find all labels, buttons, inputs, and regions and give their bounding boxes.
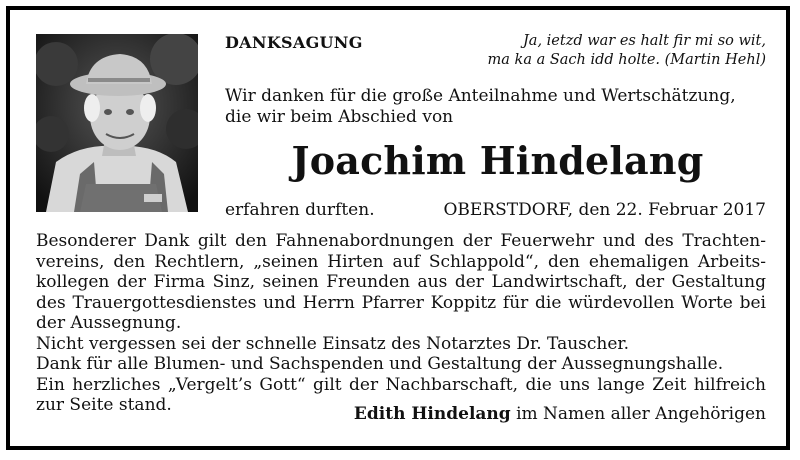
heading-danksagung: DANKSAGUNG [225, 33, 363, 52]
signature [354, 404, 766, 424]
portrait-photo [36, 34, 198, 212]
body-line: Nicht vergessen sei der schnelle Einsatz des Notarztes Dr. Tauscher. [36, 333, 630, 354]
closing-phrase: erfahren durften. [225, 200, 375, 220]
body-line: des Trauergottesdienstes und Herrn Pfarrer Koppitz für die würdevollen Worte bei [36, 292, 766, 313]
body-line: der Aussegnung. [36, 313, 182, 333]
quote-line: ma ka a Sach idd holte. (Martin Hehl) [487, 52, 766, 68]
body-line: Dank für alle Blumen- und Sachspenden und Gestaltung der Aussegnungshalle. [36, 354, 724, 374]
body-line: vereins, den Rechtlern, „seinen Hirten auf Schlappold“, den ehemaligen Arbeits- [36, 251, 766, 272]
body-line: kollegen der Firma Sinz, seinen Freunden aus der Landwirtschaft, der Gestaltung [36, 272, 766, 292]
portrait-image [36, 34, 198, 212]
signature-rest: im Namen aller Angehörigen [510, 404, 766, 424]
place-and-date: OBERSTDORF, den 22. Februar 2017 [443, 200, 766, 220]
body-line: Besonderer Dank gilt den Fahnenabordnungen der Feuerwehr und des Trachten- [36, 231, 766, 251]
quote-line: Ja, ietzd war es halt fir mi so wit, [522, 33, 766, 49]
signature-name: Edith Hindelang [353, 404, 511, 424]
body-line: zur Seite stand. [36, 395, 172, 415]
body-line: Ein herzliches „Vergelt’s Gott“ gilt der Nachbarschaft, die uns lange Zeit hilfreich [36, 374, 766, 395]
acknowledgement-text [36, 231, 766, 416]
thanks-intro [225, 86, 765, 128]
thanks-line: Wir danken für die große Anteilnahme und Wertschätzung, [225, 86, 736, 106]
epigraph-quote [456, 32, 766, 70]
deceased-name: Joachim Hindelang [291, 138, 704, 183]
thanks-line: die wir beim Abschied von [225, 107, 454, 127]
